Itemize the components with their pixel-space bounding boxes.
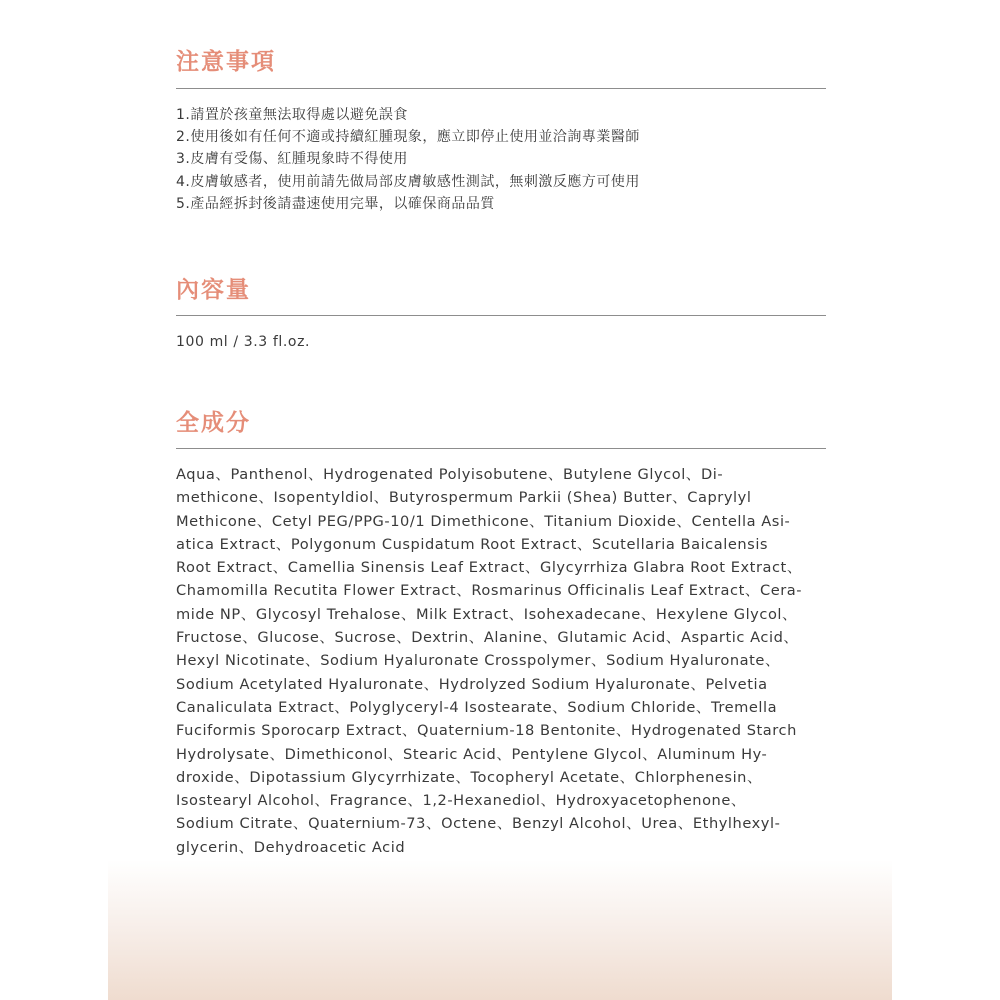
ingredients-line: Sodium Acetylated Hyaluronate、Hydrolyzed Sodium Hyaluronate、Pelvetia — [176, 675, 768, 693]
ingredients-line: glycerin、Dehydroacetic Acid — [176, 838, 406, 856]
capacity-value: 100 ml / 3.3 fl.oz. — [176, 334, 311, 350]
ingredients-line: Aqua、Panthenol、Hydrogenated Polyisobutene、Butylene Glycol、Di- — [176, 466, 724, 483]
document-body — [176, 0, 826, 1000]
ingredients-line: Chamomilla Recutita Flower Extract、Rosmarinus Officinalis Leaf Extract、Cera- — [176, 582, 803, 600]
ingredients-line: Canaliculata Extract、Polyglyceryl-4 Isostearate、Sodium Chloride、Tremella — [176, 698, 778, 716]
ingredients-line: Root Extract、Camellia Sinensis Leaf Extract、Glycyrrhiza Glabra Root Extract、 — [176, 559, 802, 577]
ingredients-line: Hexyl Nicotinate、Sodium Hyaluronate Crosspolymer、Sodium Hyaluronate、 — [176, 652, 781, 670]
notice-item: 1.請置於孩童無法取得處以避免誤食 — [176, 107, 408, 123]
notice-item: 2.使用後如有任何不適或持續紅腫現象，應立即停止使用並洽詢專業醫師 — [176, 129, 640, 146]
ingredients-title: 全成分 — [176, 410, 251, 436]
ingredients-line: atica Extract、Polygonum Cuspidatum Root Extract、Scutellaria Baicalensis — [176, 535, 769, 553]
notice-item: 3.皮膚有受傷、紅腫現象時不得使用 — [176, 151, 408, 168]
ingredients-line: Isostearyl Alcohol、Fragrance、1,2-Hexanediol、Hydroxyacetophenone、 — [176, 792, 747, 810]
notice-title: 注意事項 — [176, 49, 276, 75]
ingredients-line: Sodium Citrate、Quaternium-73、Octene、Benzyl Alcohol、Urea、Ethylhexyl- — [176, 815, 781, 833]
ingredients-line: Hydrolysate、Dimethiconol、Stearic Acid、Pentylene Glycol、Aluminum Hy- — [176, 745, 768, 763]
notice-item: 5.產品經拆封後請盡速使用完畢，以確保商品品質 — [176, 195, 495, 212]
capacity-title: 內容量 — [176, 277, 251, 303]
ingredients-line: mide NP、Glycosyl Trehalose、Milk Extract、Isohexadecane、Hexylene Glycol、 — [176, 605, 798, 623]
notice-item: 4.皮膚敏感者，使用前請先做局部皮膚敏感性測試，無刺激反應方可使用 — [176, 173, 640, 190]
capacity-divider — [176, 315, 826, 316]
ingredients-line: methicone、Isopentyldiol、Butyrospermum Parkii (Shea) Butter、Caprylyl — [176, 489, 752, 507]
ingredients-line: Fuciformis Sporocarp Extract、Quaternium-18 Bentonite、Hydrogenated Starch — [176, 722, 797, 740]
notice-list — [176, 104, 640, 215]
ingredients-list — [176, 463, 826, 859]
ingredients-line: Fructose、Glucose、Sucrose、Dextrin、Alanine、Glutamic Acid、Aspartic Acid、 — [176, 629, 799, 647]
ingredients-divider — [176, 448, 826, 449]
ingredients-line: Methicone、Cetyl PEG/PPG-10/1 Dimethicone、Titanium Dioxide、Centella Asi- — [176, 512, 791, 530]
ingredients-line: droxide、Dipotassium Glycyrrhizate、Tocopheryl Acetate、Chlorphenesin、 — [176, 768, 763, 786]
notice-divider — [176, 88, 826, 89]
